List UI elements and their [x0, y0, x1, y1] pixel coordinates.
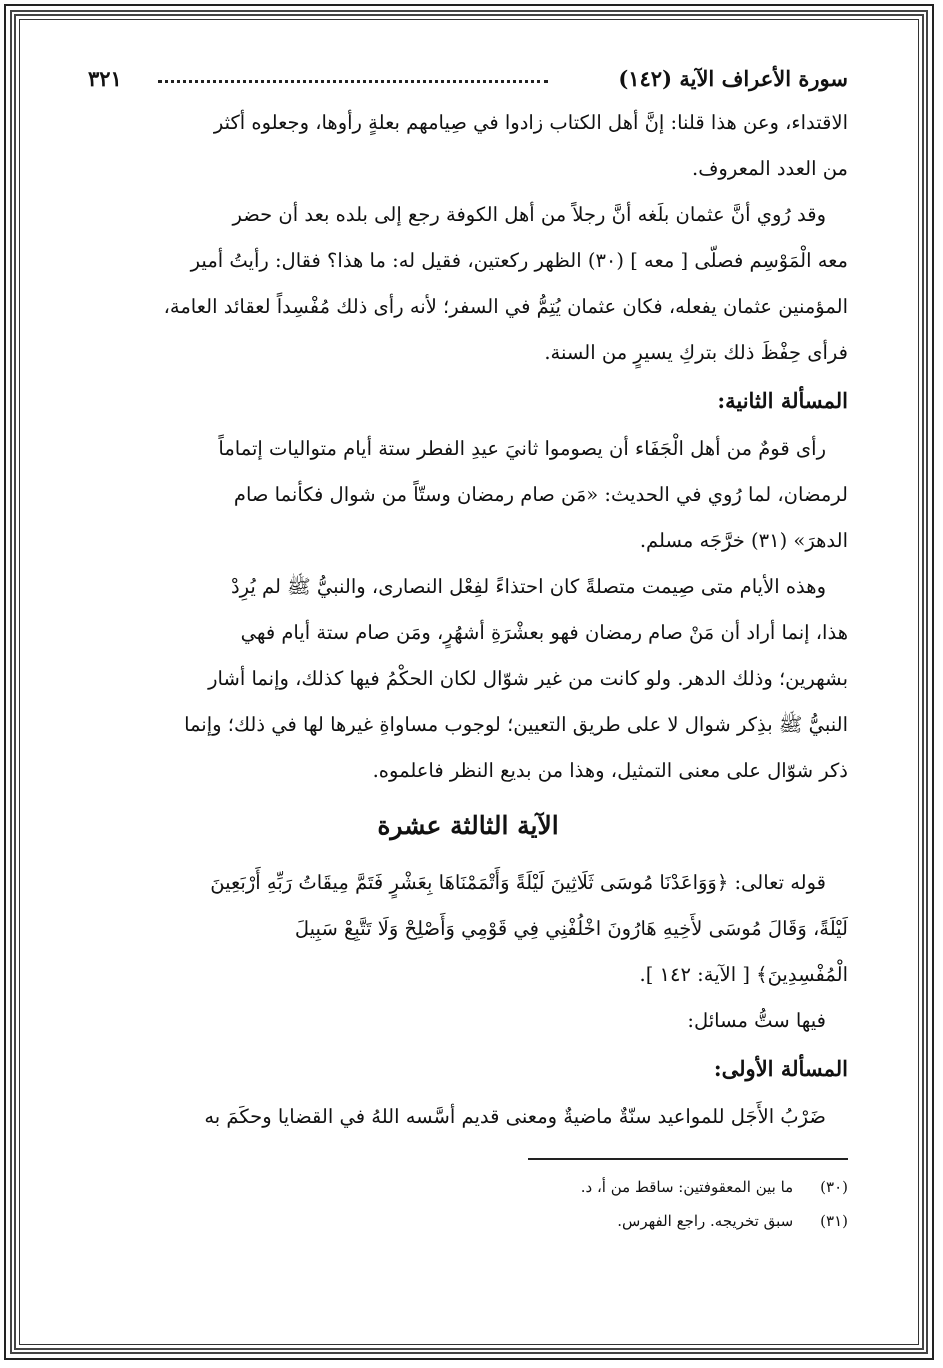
paragraph-1 — [88, 100, 848, 192]
text-line: النبيُّ ﷺ بذِكر شوال لا على طريق التعيين؛ لوجوب مساواةِ غيرها لها في ذلك؛ وإنما — [184, 713, 848, 736]
text-line: المؤمنين عثمان يفعله، فكان عثمان يُتِمُّ في السفر؛ لأنه رأى ذلك مُفْسِداً لعقائد العامة، — [163, 295, 848, 318]
footnote — [88, 1204, 848, 1238]
text-line: الاقتداء، وعن هذا قلنا: إنَّ أهل الكتاب زادوا في صِيامهم بعلةٍ رأوها، وجعلوه أكثر — [213, 111, 848, 134]
text-line: ذكر شوّال على معنى التمثيل، وهذا من بديع النظر فاعلموه. — [372, 759, 848, 782]
footnote — [88, 1170, 848, 1204]
text-line: لرمضان، لما رُوي في الحديث: «مَن صام رمضان وستّاً من شوال فكأنما صام — [233, 483, 848, 506]
paragraph-5 — [88, 860, 848, 1044]
text-line: الدهرَ» (٣١) خرَّجَه مسلم. — [639, 529, 848, 552]
text-line: هذا، إنما أراد أن مَنْ صام رمضان فهو بعشْرَةِ أشهُرٍ، ومَن صام ستة أيام فهي — [240, 621, 848, 644]
text-line: معه الْمَوْسِم فصلّى [ معه ] (٣٠) الظهر ركعتين، فقيل له: ما هذا؟ فقال: رأيتُ أمير — [190, 249, 848, 272]
text-line: قوله تعالى: ﴿وَوَاعَدْنَا مُوسَى ثَلَاثِينَ لَيْلَةً وَأَتْمَمْنَاهَا بِعَشْرٍ فَتَمَّ مِيقَاتُ رَبِّهِ أَرْبَعِينَ — [210, 871, 826, 894]
section-heading: المسألة الأولى: — [713, 1056, 848, 1081]
text-line: من العدد المعروف. — [692, 157, 848, 180]
text-line: فيها ستُّ مسائل: — [687, 1009, 826, 1032]
footnote-text: ما بين المعقوفتين: ساقط من أ، د. — [580, 1178, 794, 1196]
surah-title: سورة الأعراف الآية (١٤٢) — [618, 66, 848, 91]
header-leader-dots — [158, 80, 548, 83]
page-content — [88, 60, 848, 1238]
section-heading: المسألة الثانية: — [717, 388, 848, 413]
text-line: فرأى حِفْظَ ذلك بتركِ يسيرٍ من السنة. — [544, 341, 848, 364]
text-line: بشهرين؛ وذلك الدهر. ولو كانت من غير شوّال لكان الحكْمُ فيها كذلك، وإنما أشار — [208, 667, 848, 690]
footnote-number: (٣٠) — [820, 1178, 848, 1196]
footnote-number: (٣١) — [820, 1212, 848, 1230]
footnote-separator — [528, 1158, 848, 1160]
page-number: ٣٢١ — [88, 66, 122, 91]
text-line: رأى قومٌ من أهل الْجَفَاء أن يصوموا ثانيَ عيدِ الفطر ستة أيام متواليات إتماماً — [218, 437, 826, 460]
text-line: وقد رُوي أنَّ عثمان بلَغه أنَّ رجلاً من أهل الكوفة رجع إلى بلده بعد أن حضر — [232, 203, 826, 226]
text-line: وهذه الأيام متى صِيمت متصلةً كان احتذاءً لفِعْل النصارى، والنبيُّ ﷺ لم يُرِدْ — [230, 575, 826, 598]
paragraph-4 — [88, 564, 848, 794]
paragraph-2 — [88, 192, 848, 376]
text-line: ضَرْبُ الأَجَل للمواعيد سنّةٌ ماضيةٌ ومعنى قديم أسَّسه اللهُ في القضايا وحكَمَ به — [204, 1105, 826, 1128]
paragraph-6 — [88, 1094, 848, 1140]
running-header — [88, 60, 848, 100]
ayah-section-title: الآية الثالثة عشرة — [377, 811, 559, 840]
text-line: الْمُفْسِدِينَ﴾ [ الآية: ١٤٢ ]. — [639, 963, 848, 986]
text-line: لَيْلَةً، وَقَالَ مُوسَى لأَخِيهِ هَارُونَ اخْلُفْنِي فِي قَوْمِي وَأَصْلِحْ وَلَا تَتَّبِعْ سَبِيلَ — [294, 917, 848, 940]
paragraph-3 — [88, 426, 848, 564]
footnote-text: سبق تخريجه. راجع الفهرس. — [617, 1212, 794, 1230]
